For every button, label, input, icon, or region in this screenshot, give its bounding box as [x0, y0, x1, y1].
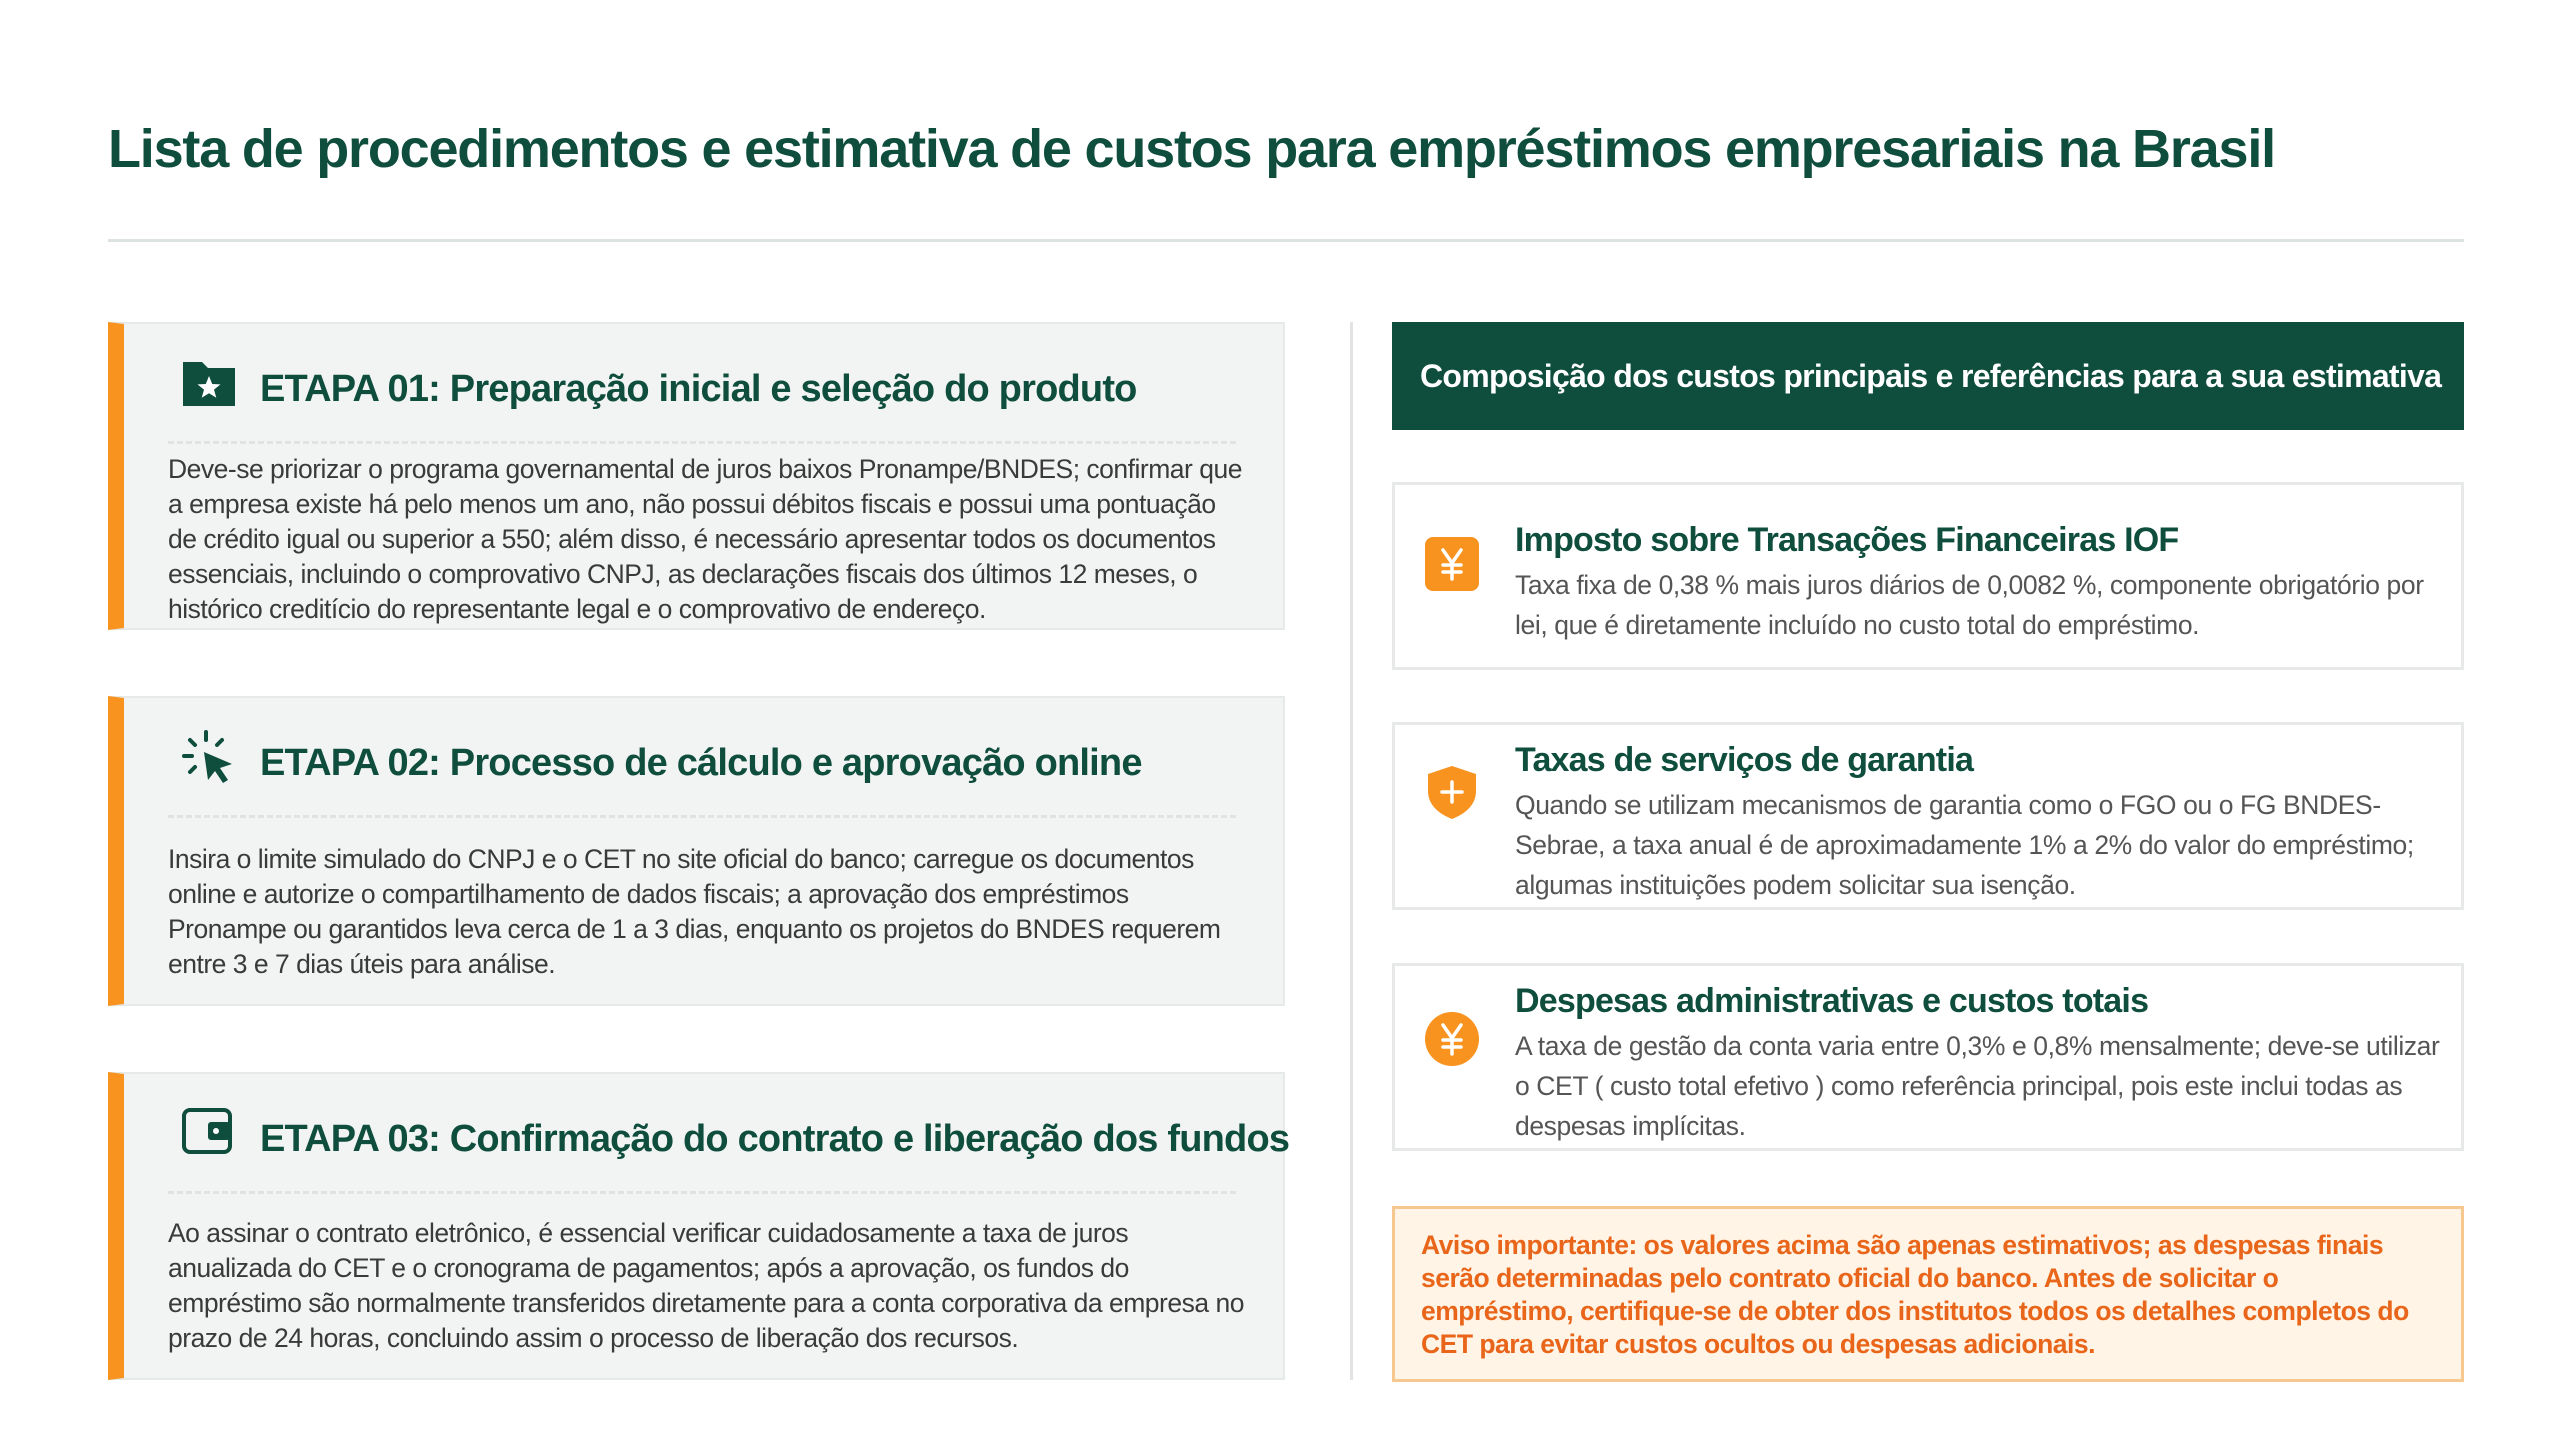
folder-star-icon: [180, 354, 238, 412]
step-card-01: [108, 322, 1285, 630]
cost-description: Quando se utilizam mecanismos de garantia como o FGO ou o FG BNDES-Sebrae, a taxa anual é de aproximadamente 1% a 2% do valor do empréstimo; algumas instituições podem solicitar sua isenção.: [1515, 790, 2414, 900]
step-description: Deve-se priorizar o programa governamental de juros baixos Pronampe/BNDES; confirmar que a empresa existe há pelo menos um ano, não possui débitos fiscais e possui uma pontuação de crédito igual ou superior a 550; além disso, é necessário apresentar todos os documentos essenciais, incluindo o comprovativo CNPJ, as declarações fiscais dos últimos 12 meses, o histórico creditício do representante legal e o comprovativo de endereço.: [168, 454, 1242, 624]
cost-card-guarantee: [1392, 722, 2464, 910]
yen-square-icon: [1423, 535, 1481, 593]
cost-card-iof: [1392, 482, 2464, 670]
cost-title: Imposto sobre Transações Financeiras IOF: [1515, 521, 2179, 559]
page-title: Lista de procedimentos e estimativa de custos para empréstimos empresariais na Brasil: [108, 119, 2275, 179]
cost-title: Despesas administrativas e custos totais: [1515, 982, 2149, 1020]
costs-header: Composição dos custos principais e referências para a sua estimativa: [1392, 322, 2464, 430]
step-description: Ao assinar o contrato eletrônico, é essencial verificar cuidadosamente a taxa de juros anualizada do CET e o cronograma de pagamentos; após a aprovação, os fundos do empréstimo são normalmente transferidos diretamente para a conta corporativa da empresa no prazo de 24 horas, concluindo assim o processo de liberação dos recursos.: [168, 1218, 1244, 1353]
cost-description: Taxa fixa de 0,38 % mais juros diários de 0,0082 %, componente obrigatório por lei, que é diretamente incluído no custo total do empréstimo.: [1515, 570, 2424, 640]
cost-card-admin: [1392, 963, 2464, 1151]
cursor-click-icon: [180, 728, 238, 786]
step-card-03: [108, 1072, 1290, 1380]
step-title: ETAPA 01: Preparação inicial e seleção do produto: [260, 368, 1137, 410]
cost-description: A taxa de gestão da conta varia entre 0,3% e 0,8% mensalmente; deve-se utilizar o CET ( custo total efetivo ) como referência principal, pois este inclui todas as despesas implícitas.: [1515, 1031, 2440, 1141]
cost-title: Taxas de serviços de garantia: [1515, 741, 1974, 779]
step-title: ETAPA 03: Confirmação do contrato e liberação dos fundos: [260, 1118, 1290, 1160]
yen-circle-icon: [1423, 1010, 1481, 1068]
column-divider: [1350, 322, 1353, 1380]
step-separator: [168, 1191, 1236, 1194]
shield-plus-icon: [1423, 763, 1481, 821]
step-title: ETAPA 02: Processo de cálculo e aprovação online: [260, 742, 1142, 784]
step-separator: [168, 815, 1236, 818]
step-separator: [168, 441, 1236, 444]
step-card-02: [108, 696, 1285, 1006]
important-notice: Aviso importante: os valores acima são apenas estimativos; as despesas finais serão determinadas pelo contrato oficial do banco. Antes de solicitar o empréstimo, certifique-se de obter dos institutos todos os detalhes completos do CET para evitar custos ocultos ou despesas adicionais.: [1392, 1206, 2464, 1382]
title-divider: [108, 239, 2464, 242]
wallet-icon: [180, 1102, 238, 1160]
step-description: Insira o limite simulado do CNPJ e o CET no site oficial do banco; carregue os documentos online e autorize o compartilhamento de dados fiscais; a aprovação dos empréstimos Pronampe ou garantidos leva cerca de 1 a 3 dias, enquanto os projetos do BNDES requerem entre 3 e 7 dias úteis para análise.: [168, 844, 1221, 979]
